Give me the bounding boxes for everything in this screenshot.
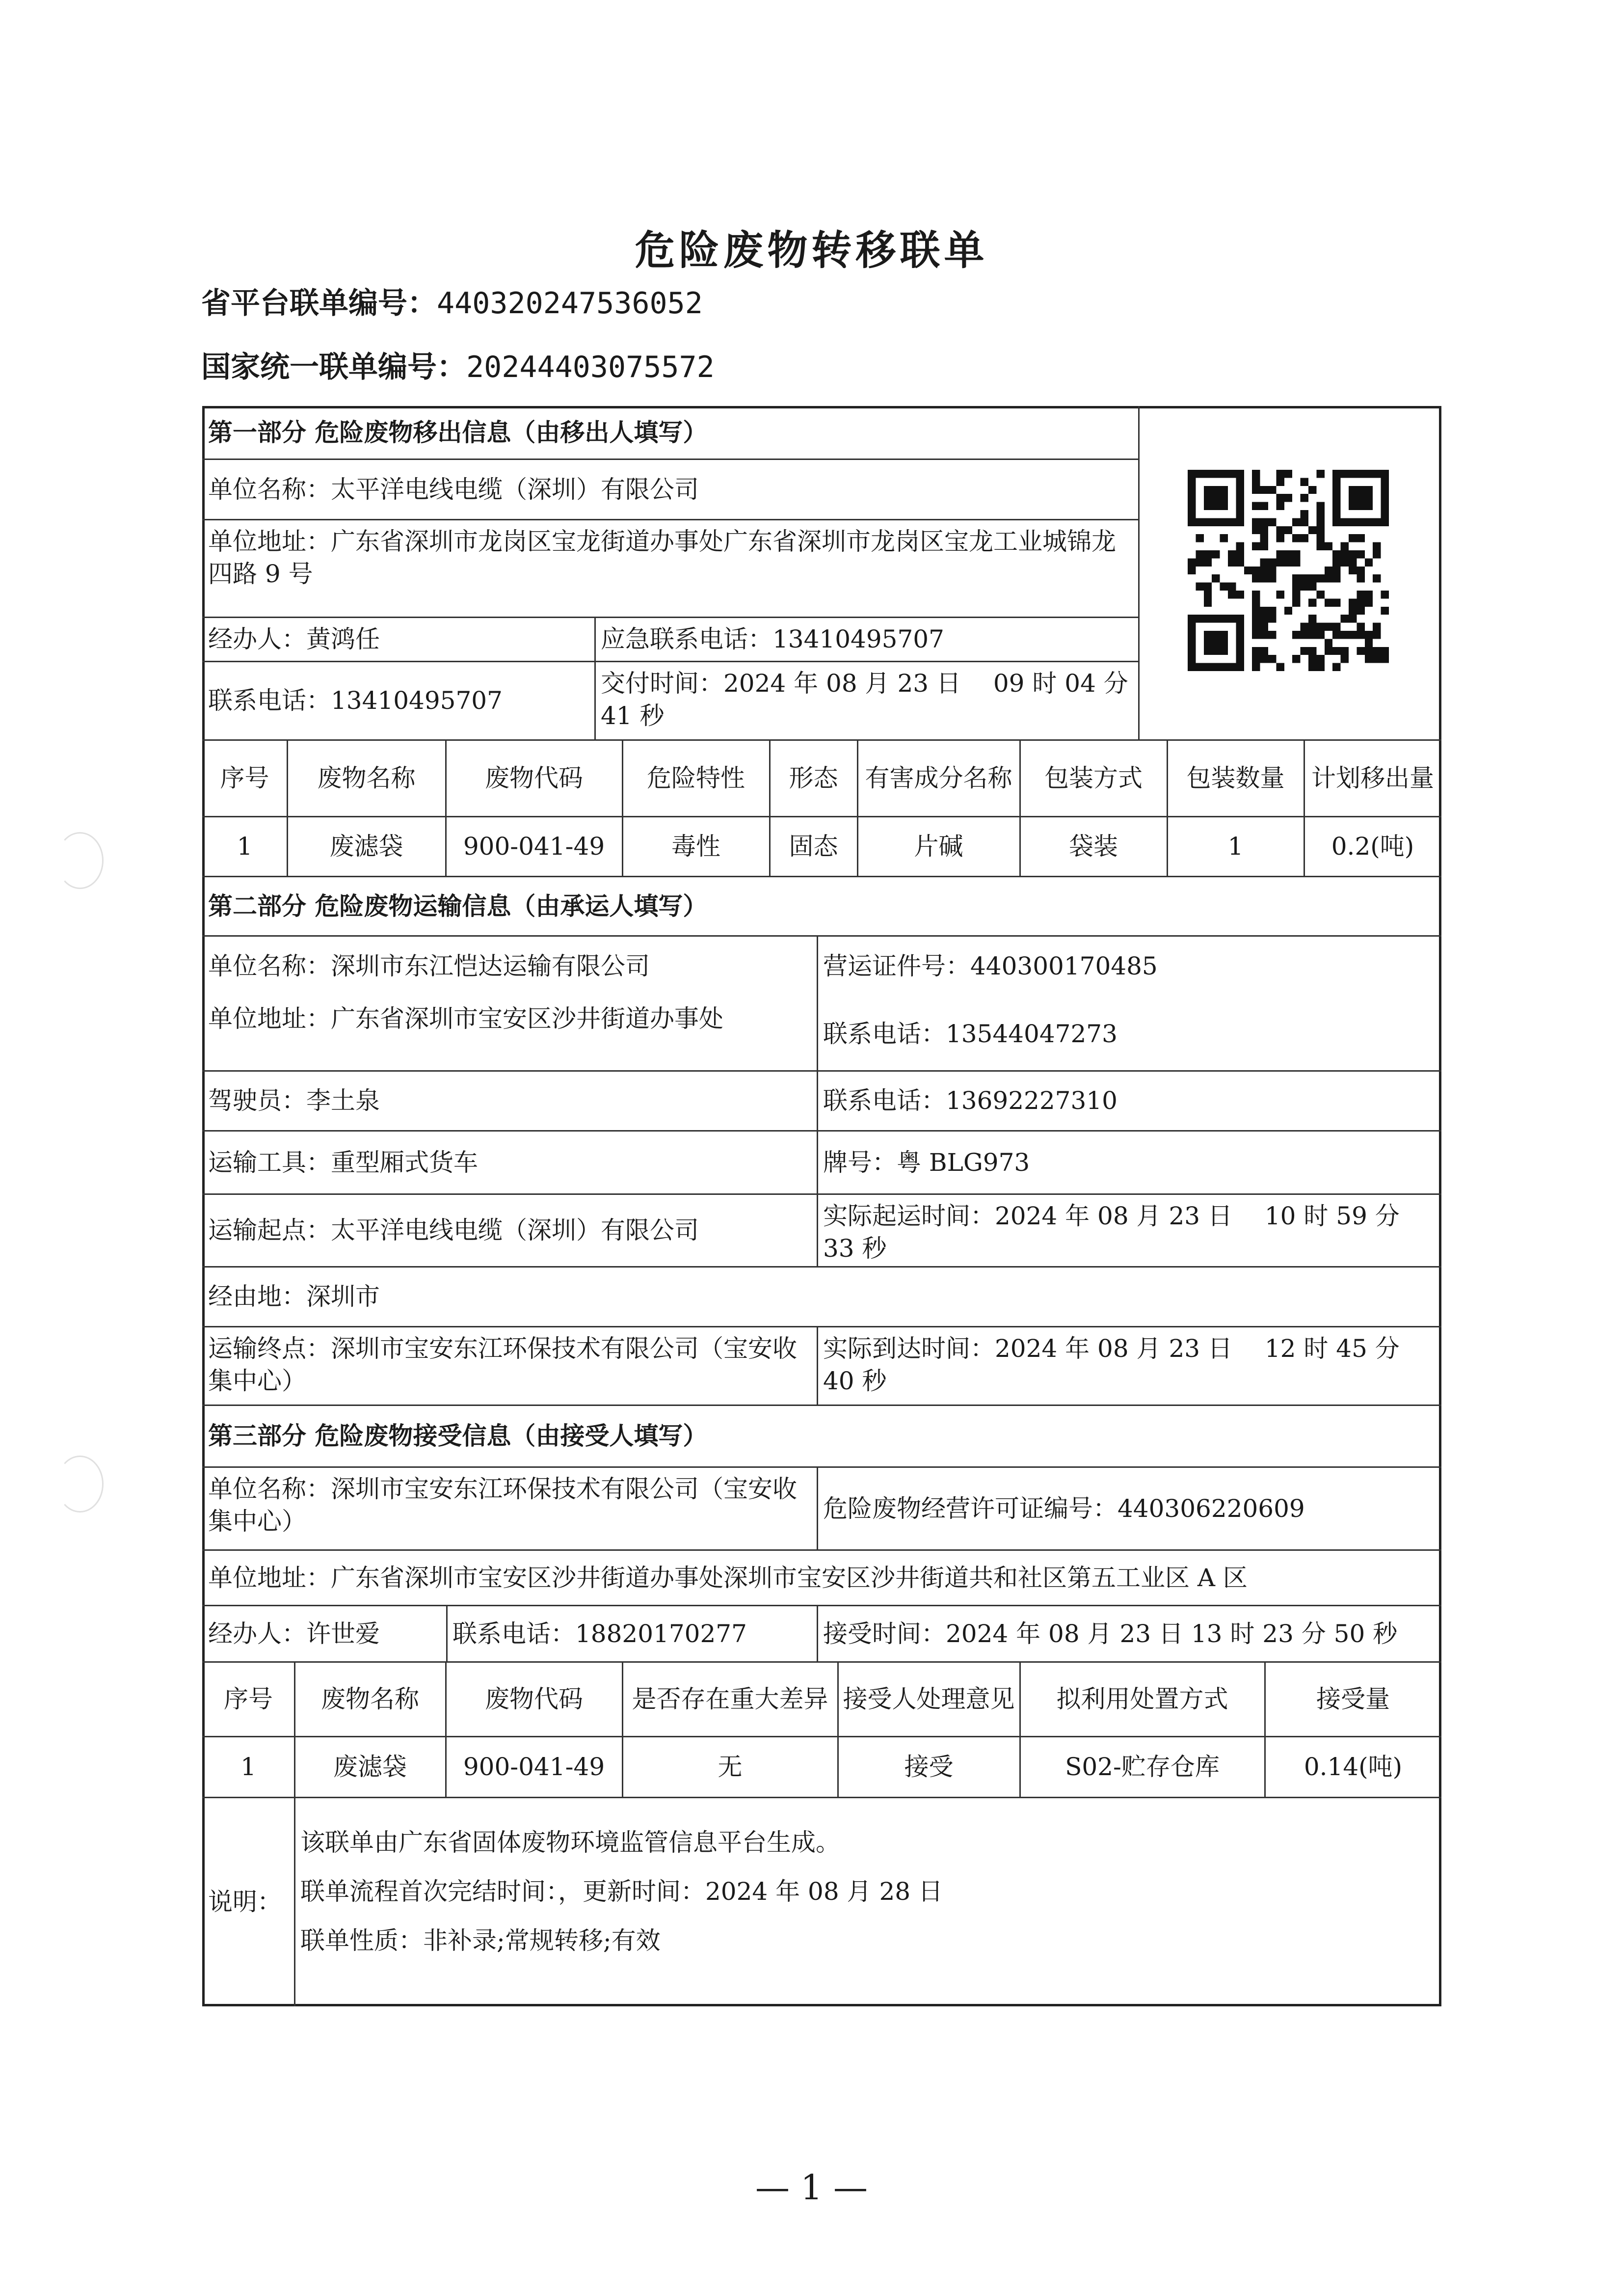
part2-origin: 运输起点：太平洋电线电缆（深圳）有限公司: [208, 1216, 699, 1244]
provincial-manifest-number: 省平台联单编号：440320247536052: [201, 286, 703, 321]
part1-table-cell: 0.2(吨): [1331, 832, 1414, 861]
part3-heading: 第三部分 危险废物接受信息（由接受人填写）: [208, 1422, 708, 1450]
page-number: — 1 —: [755, 2167, 868, 2208]
part3-table-header: 是否存在重大差异: [632, 1685, 828, 1713]
part1-heading: 第一部分 危险废物移出信息（由移出人填写）: [208, 418, 708, 447]
part3-table-header: 序号: [224, 1685, 273, 1713]
part2-phone1: 联系电话：13544047273: [823, 1019, 1117, 1048]
part3-table-header: 废物代码: [485, 1685, 583, 1713]
part1-table-cell: 袋装: [1069, 832, 1118, 861]
part1-phone: 联系电话：13410495707: [208, 686, 503, 715]
punch-hole: [56, 1456, 104, 1513]
part2-destination: 运输终点：深圳市宝安东江环保技术有限公司（宝安收集中心）: [208, 1334, 797, 1395]
part1-table-header: 危险特性: [647, 764, 745, 792]
notes-label: 说明：: [208, 1888, 282, 1916]
part1-table-cell: 1: [237, 832, 253, 861]
part1-table-cell: 废滤袋: [329, 832, 403, 861]
part1-table-header: 有害成分名称: [865, 764, 1012, 792]
part1-unit-name: 单位名称：太平洋电线电缆（深圳）有限公司: [208, 475, 699, 504]
part3-table-cell: S02-贮存仓库: [1065, 1753, 1220, 1781]
part3-table-cell: 无: [718, 1753, 743, 1781]
part1-table-header: 废物名称: [317, 764, 416, 792]
part2-unit-address: 单位地址：广东省深圳市宝安区沙井街道办事处: [208, 1004, 723, 1033]
part3-receive-time: 接受时间：2024 年 08 月 23 日 13 时 23 分 50 秒: [823, 1619, 1398, 1648]
part3-unit-address: 单位地址：广东省深圳市宝安区沙井街道办事处深圳市宝安区沙井街道共和社区第五工业区 A 区: [208, 1563, 1248, 1592]
national-manifest-number: 国家统一联单编号：20244403075572: [201, 350, 715, 384]
part3-license-no: 危险废物经营许可证编号：440306220609: [823, 1494, 1305, 1523]
part1-table-cell: 固态: [789, 832, 838, 861]
part3-unit-name: 单位名称：深圳市宝安东江环保技术有限公司（宝安收集中心）: [208, 1475, 797, 1536]
part1-table-header: 包装方式: [1044, 764, 1143, 792]
part1-table-header: 序号: [220, 764, 269, 792]
part1-emergency-phone: 应急联系电话：13410495707: [601, 625, 944, 653]
part1-table-cell: 900-041-49: [463, 832, 605, 861]
part2-plate: 牌号：粤 BLG973: [823, 1148, 1030, 1177]
part3-table-cell: 0.14(吨): [1304, 1753, 1403, 1781]
part2-phone2: 联系电话：13692227310: [823, 1086, 1117, 1115]
document-title: 危险废物转移联单: [635, 227, 988, 274]
part1-table-cell: 片碱: [914, 832, 963, 861]
part1-table-header: 形态: [789, 764, 838, 792]
part3-table-header: 接受人处理意见: [843, 1685, 1015, 1713]
part2-permit-no: 营运证件号：440300170485: [823, 952, 1158, 980]
punch-hole: [56, 832, 104, 889]
part2-driver: 驾驶员：李土泉: [208, 1086, 380, 1115]
part3-phone: 联系电话：18820170277: [452, 1619, 747, 1648]
part1-handler: 经办人：黄鸿任: [208, 625, 380, 653]
part1-delivery-time: 交付时间：2024 年 08 月 23 日 09 时 04 分 41 秒: [601, 669, 1128, 730]
part2-unit-name: 单位名称：深圳市东江恺达运输有限公司: [208, 952, 650, 980]
part3-table-header: 拟利用处置方式: [1056, 1685, 1228, 1713]
part1-table-cell: 1: [1227, 832, 1244, 861]
part2-depart-time: 实际起运时间：2024 年 08 月 23 日 10 时 59 分 33 秒: [823, 1202, 1400, 1263]
part1-table-header: 计划移出量: [1311, 764, 1434, 792]
part3-table-header: 接受量: [1316, 1685, 1390, 1713]
part1-unit-address: 单位地址：广东省深圳市龙岗区宝龙街道办事处广东省深圳市龙岗区宝龙工业城锦龙四路 9 号: [208, 527, 1116, 588]
part1-table-header: 包装数量: [1186, 764, 1285, 792]
part3-table-cell: 废滤袋: [333, 1753, 407, 1781]
notes-line-1: 该联单由广东省固体废物环境监管信息平台生成。: [300, 1828, 840, 1857]
part3-table-cell: 接受: [904, 1753, 954, 1781]
part2-arrive-time: 实际到达时间：2024 年 08 月 23 日 12 时 45 分 40 秒: [823, 1334, 1400, 1395]
part3-handler: 经办人：许世爱: [208, 1619, 380, 1648]
part3-table-header: 废物名称: [321, 1685, 419, 1713]
part1-table-header: 废物代码: [485, 764, 583, 792]
part2-heading: 第二部分 危险废物运输信息（由承运人填写）: [208, 891, 708, 920]
notes-line-2: 联单流程首次完结时间：，更新时间：2024 年 08 月 28 日: [300, 1877, 943, 1906]
part2-vehicle: 运输工具：重型厢式货车: [208, 1148, 478, 1177]
part3-table-cell: 900-041-49: [463, 1753, 605, 1781]
part2-via: 经由地：深圳市: [208, 1282, 380, 1311]
notes-line-3: 联单性质：非补录;常规转移;有效: [300, 1926, 661, 1955]
part1-table-cell: 毒性: [671, 832, 720, 861]
qr-code-icon: [1188, 470, 1389, 671]
part3-table-cell: 1: [240, 1753, 256, 1781]
